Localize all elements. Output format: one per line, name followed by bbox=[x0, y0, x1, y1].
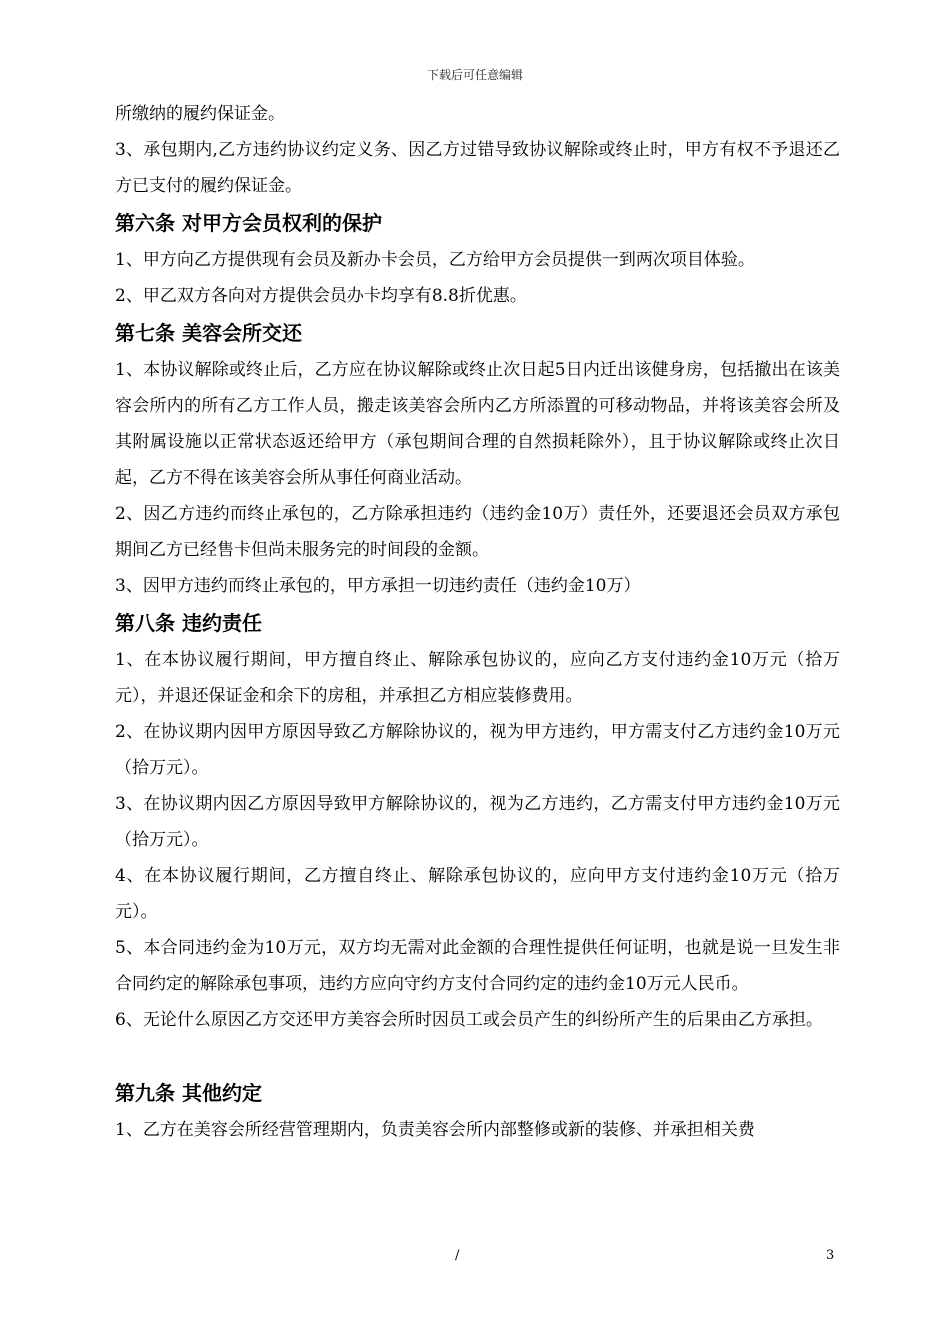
footer-separator: / bbox=[455, 1248, 460, 1263]
paragraph: 2、甲乙双方各向对方提供会员办卡均享有8.8折优惠。 bbox=[115, 286, 527, 306]
paragraph: 3、因甲方违约而终止承包的，甲方承担一切违约责任（违约金10万） bbox=[115, 576, 641, 596]
page-header-note: 下载后可任意编辑 bbox=[426, 68, 523, 82]
article-heading: 第八条 违约责任 bbox=[115, 611, 262, 635]
paragraph: 3、承包期内,乙方违约协议约定义务、因乙方过错导致协议解除或终止时，甲方有权不予退还乙方已支付的履约保证金。 bbox=[115, 140, 840, 196]
paragraph: 1、甲方向乙方提供现有会员及新办卡会员，乙方给甲方会员提供一到两次项目体验。 bbox=[115, 250, 755, 270]
page-number: 3 bbox=[826, 1248, 835, 1263]
paragraph: 5、本合同违约金为10万元，双方均无需对此金额的合理性提供任何证明，也就是说一旦发生非合同约定的解除承包事项，违约方应向守约方支付合同约定的违约金10万元人民币。 bbox=[115, 938, 840, 994]
paragraph: 2、在协议期内因甲方原因导致乙方解除协议的，视为甲方违约，甲方需支付乙方违约金10万元（拾万元）。 bbox=[115, 722, 840, 778]
paragraph: 6、无论什么原因乙方交还甲方美容会所时因员工或会员产生的纠纷所产生的后果由乙方承担。 bbox=[115, 1010, 823, 1030]
paragraph: 1、本协议解除或终止后，乙方应在协议解除或终止次日起5日内迁出该健身房，包括撤出在该美容会所内的所有乙方工作人员，搬走该美容会所内乙方所添置的可移动物品，并将该美容会所及其附属设施以正常状态返还给甲方（承包期间合理的自然损耗除外），且于协议解除或终止次日起，乙方不得在该美容会所从事任何商业活动。 bbox=[115, 360, 840, 488]
spacer bbox=[115, 1038, 840, 1074]
paragraph: 2、因乙方违约而终止承包的，乙方除承担违约（违约金10万）责任外，还要退还会员双方承包期间乙方已经售卡但尚未服务完的时间段的金额。 bbox=[115, 504, 840, 560]
document-body bbox=[115, 96, 840, 1148]
article-heading: 第七条 美容会所交还 bbox=[115, 321, 302, 345]
paragraph: 所缴纳的履约保证金。 bbox=[115, 104, 285, 124]
article-heading: 第九条 其他约定 bbox=[115, 1081, 262, 1105]
paragraph: 3、在协议期内因乙方原因导致甲方解除协议的，视为乙方违约，乙方需支付甲方违约金10万元（拾万元）。 bbox=[115, 794, 840, 850]
article-heading: 第六条 对甲方会员权利的保护 bbox=[115, 211, 382, 235]
paragraph: 4、在本协议履行期间，乙方擅自终止、解除承包协议的，应向甲方支付违约金10万元（拾万元）。 bbox=[115, 866, 840, 922]
paragraph: 1、乙方在美容会所经营管理期内，负责美容会所内部整修或新的装修、并承担相关费 bbox=[115, 1120, 755, 1140]
paragraph: 1、在本协议履行期间，甲方擅自终止、解除承包协议的，应向乙方支付违约金10万元（拾万元），并退还保证金和余下的房租，并承担乙方相应装修费用。 bbox=[115, 650, 840, 706]
